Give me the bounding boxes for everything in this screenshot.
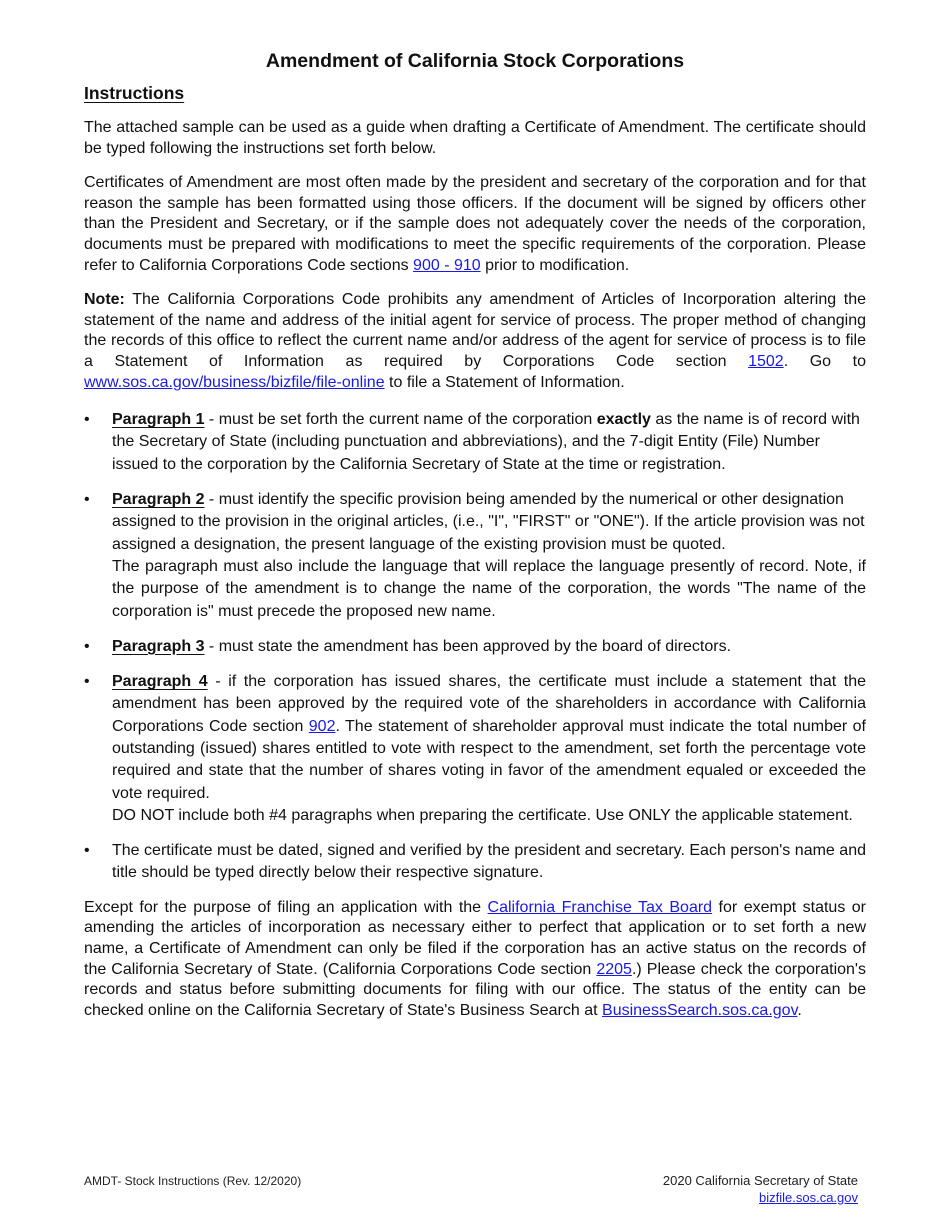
note-text: The California Corporations Code prohibits any amendment of Articles of Incorporation altering the statement of the name and address of the initial agent for service of process. The proper method of changing the records of this office to reflect the current name and/or address of the agent for service of process is to file a Statement of Information as required by Corporations Code section (84, 291, 866, 370)
link-section-1502[interactable]: 1502 (748, 352, 784, 370)
note-label: Note: (84, 291, 125, 309)
paragraph-4-text-after: . The statement of shareholder approval must indicate the total number of outstanding (issued) shares entitled to vote with respect to the amendment, set forth the percentage vote required and state that the number of shares voting in favor of the amendment equaled or exceeded the vote required. (112, 717, 867, 802)
intro-paragraph: The attached sample can be used as a guide when drafting a Certificate of Amendment. The certificate should be typed following the instructions set forth below. (84, 119, 866, 157)
instructions-heading: Instructions (84, 83, 185, 103)
paragraph-4-text-2: DO NOT include both #4 paragraphs when preparing the certificate. Use ONLY the applicable statement. (112, 806, 853, 824)
instruction-bullets (84, 409, 866, 885)
bullet-icon: • (84, 411, 90, 429)
paragraph-2-label: Paragraph 2 (112, 491, 205, 509)
bullet-signature (84, 840, 866, 885)
link-franchise-tax-board[interactable]: California Franchise Tax Board (487, 898, 713, 916)
note-paragraph (84, 290, 866, 393)
document-page (84, 48, 866, 1035)
paragraph-3-text: - must state the amendment has been approved by the board of directors. (204, 637, 732, 655)
officers-text: Certificates of Amendment are most often made by the president and secretary of the corporation and for that reason the sample has been formatted using those officers. If the document will be signed by officers other than the President and Secretary, or if the sample does not adequately cover the needs of the corporation, documents must be prepared with modifications to meet the specific requirements of the corporation. Please refer to California Corporations Code sections (84, 174, 866, 274)
closing-after: . (797, 1001, 802, 1019)
bullet-paragraph-1 (84, 409, 866, 476)
paragraph-4-label: Paragraph 4 (112, 673, 208, 691)
footer-copyright: 2020 California Secretary of State (662, 1173, 858, 1188)
footer-right (663, 1172, 858, 1206)
bullet-icon: • (84, 637, 90, 655)
link-sections-900-910[interactable]: 900 - 910 (413, 256, 481, 274)
note-after: to file a Statement of Information. (384, 373, 625, 391)
closing-mid-2: .) Please check the corporation's records and status before submitting documents for filing with our office. The status of the entity can be checked online on the California Secretary of State's Business Search at (84, 960, 866, 1019)
bullet-icon: • (84, 673, 90, 691)
bullet-icon: • (84, 491, 90, 509)
paragraph-2-text: - must identify the specific provision being amended by the numerical or other designation assigned to the provision in the original articles, (i.e., "I", "FIRST" or "ONE"). If the article provision was not assigned a designation, the present language of the existing provision must be quoted. (112, 491, 865, 553)
link-business-search[interactable]: BusinessSearch.sos.ca.gov (602, 1001, 798, 1019)
bullet-paragraph-3 (84, 636, 866, 658)
link-file-online[interactable]: www.sos.ca.gov/business/bizfile/file-online (84, 373, 385, 391)
paragraph-1-text: - must be set forth the current name of the corporation (204, 411, 597, 429)
closing-paragraph (84, 898, 866, 1022)
officers-text-after: prior to modification. (480, 256, 630, 274)
bullet-paragraph-4 (84, 671, 866, 827)
closing-before: Except for the purpose of filing an application with the (84, 898, 488, 916)
paragraph-4-text: - if the corporation has issued shares, the certificate must include a statement that the amendment has been approved by the required vote of the shareholders in accordance with California Corporations Code section (112, 673, 867, 735)
bullet-icon: • (84, 842, 90, 860)
signature-text: The certificate must be dated, signed and verified by the president and secretary. Each person's name and title should be typed directly below their respective signature. (112, 842, 866, 882)
link-section-902[interactable]: 902 (308, 717, 336, 735)
bullet-paragraph-2 (84, 489, 866, 623)
paragraph-1-bold: exactly (596, 411, 651, 429)
officers-paragraph (84, 173, 866, 276)
closing-mid-1: for exempt status or amending the articles of incorporation as necessary either to perfect that application or to set forth a new name, a Certificate of Amendment can only be filed if the corporation has an active status on the records of the California Secretary of State. (California Corporations Code section (84, 898, 867, 978)
paragraph-1-text-after: as the name is of record with the Secretary of State (including punctuation and abbreviations), and the 7-digit Entity (File) Number issued to the corporation by the California Secretary of State at the time or registration. (112, 411, 860, 473)
link-section-2205[interactable]: 2205 (596, 960, 632, 978)
paragraph-2-text-2: The paragraph must also include the language that will replace the language presently of record. Note, if the purpose of the amendment is to change the name of the corporation, the words "The name of the corporation is" must precede the proposed new name. (112, 557, 866, 620)
footer-bizfile-link[interactable]: bizfile.sos.ca.gov (759, 1190, 858, 1205)
paragraph-1-label: Paragraph 1 (112, 411, 205, 429)
note-mid: . Go to (783, 352, 866, 370)
footer-form-id: AMDT- Stock Instructions (Rev. 12/2020) (84, 1174, 302, 1188)
paragraph-3-label: Paragraph 3 (112, 637, 205, 655)
document-title: Amendment of California Stock Corporations (265, 50, 685, 72)
